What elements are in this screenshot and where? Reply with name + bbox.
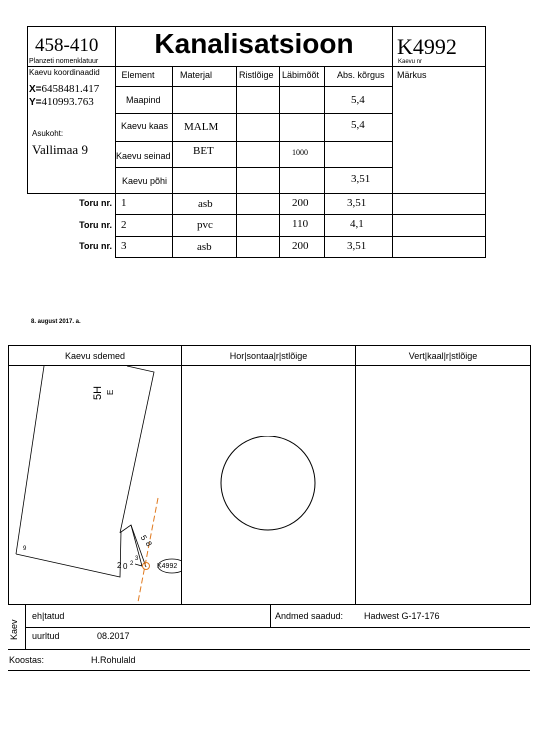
nomenclature: 458-410: [35, 35, 99, 56]
horizontal-section-circle: [220, 436, 320, 536]
panel-vertical-title: Vert|kaal|r|stlõige: [408, 351, 478, 361]
source-label: Andmed saadud:: [275, 611, 344, 621]
site-sketch: [9, 366, 181, 604]
well-id-label: Kaevu nr: [398, 59, 423, 65]
pipe-diameter: 200: [292, 240, 309, 252]
nomenclature-label: Planzeti nomenklatuur: [29, 58, 99, 65]
building-label: 5H: [92, 385, 104, 400]
row-material: BET: [193, 145, 214, 157]
sketch-label: 5: [138, 533, 149, 542]
col-notes: Märkus: [397, 70, 427, 80]
sketch-label: 0: [123, 562, 128, 571]
col-height: Abs. kõrgus: [337, 70, 385, 80]
pipe-no: 2: [121, 219, 127, 231]
status-label: eh|tatud: [32, 611, 65, 621]
pipe-label: Toru nr.: [79, 241, 112, 251]
pipe-diameter: 200: [292, 197, 309, 209]
row-element: Kaevu põhi: [122, 176, 168, 186]
well-tag: K4992: [157, 563, 178, 570]
sketch-label: 2: [130, 561, 134, 567]
author-label: Koostas:: [9, 655, 45, 665]
row-element: Kaevu kaas: [121, 121, 169, 131]
col-material: Materjal: [180, 70, 213, 80]
row-material: MALM: [184, 121, 219, 133]
col-element: Element: [121, 70, 155, 80]
author-value: H.Rohulald: [91, 655, 136, 665]
x-label: X=: [29, 84, 42, 95]
location-label: Asukoht:: [32, 129, 64, 138]
coords-label: Kaevu koordinaadid: [29, 68, 100, 77]
y-value: 410993.763: [41, 96, 94, 108]
row-element: Kaevu seinad: [116, 151, 171, 161]
well-id: K4992: [397, 34, 457, 59]
source-value: Hadwest G-17-176: [364, 611, 440, 621]
pipe-diameter: 110: [292, 218, 309, 230]
pipe-material: pvc: [197, 219, 213, 231]
x-value: 6458481.417: [41, 83, 100, 95]
sketch-label: 8: [143, 539, 154, 548]
pipe-height: 3,51: [347, 240, 367, 252]
col-cross: Ristlõige: [239, 70, 274, 80]
measured-date: 08.2017: [97, 631, 130, 641]
col-diameter: Läbimõõt: [282, 70, 320, 80]
pipe-label: Toru nr.: [79, 220, 112, 230]
pipe-height: 4,1: [350, 218, 364, 230]
pipe-material: asb: [198, 198, 213, 210]
panel-horizontal-title: Hor|sontaa|r|stlõige: [229, 351, 308, 361]
y-label: Y=: [29, 97, 42, 108]
pipe-label: Toru nr.: [79, 198, 112, 208]
panel-surroundings-title: Kaevu sdemed: [64, 351, 126, 361]
row-height: 3,51: [351, 173, 371, 185]
sketch-label: 2: [117, 561, 122, 570]
row-height: 5,4: [351, 119, 365, 131]
building-sub-label: E: [106, 389, 115, 395]
footer-side-label: Kaev: [9, 619, 19, 640]
pipe-no: 1: [121, 197, 127, 209]
sketch-label: 3: [135, 556, 139, 562]
row-element: Maapind: [126, 95, 161, 105]
page-title: Kanalisatsioon: [154, 28, 354, 59]
pipe-height: 3,51: [347, 197, 367, 209]
location-value: Vallimaa 9: [32, 142, 88, 157]
pipe-no: 3: [121, 240, 127, 252]
measured-label: uurltud: [32, 631, 60, 641]
row-diameter: 1000: [292, 148, 308, 157]
sketch-label: 9: [23, 546, 27, 552]
row-height: 5,4: [351, 94, 365, 106]
document-date: 8. august 2017. a.: [31, 319, 81, 325]
pipe-material: asb: [197, 241, 212, 253]
